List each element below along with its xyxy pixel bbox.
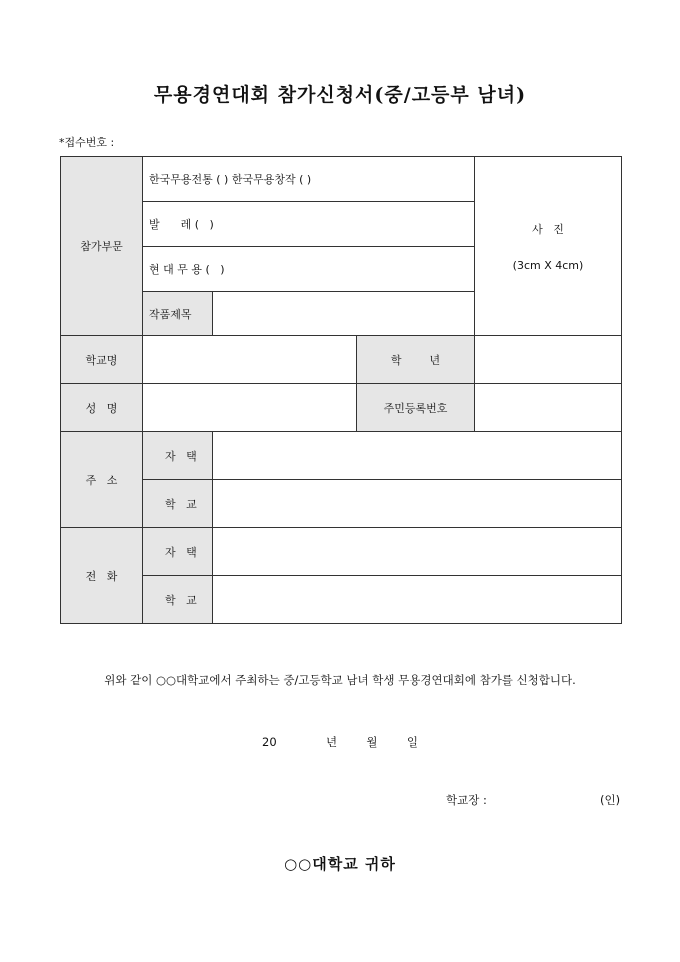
date-line	[0, 734, 680, 750]
work-title-label: 작품제목	[143, 292, 213, 336]
date-year: 년	[326, 735, 338, 749]
category-option-ballet: 발 레 ( )	[143, 202, 475, 247]
date-month: 월	[366, 735, 378, 749]
phone-label: 전 화	[61, 528, 143, 624]
date-year-prefix: 20	[262, 735, 277, 749]
address-home-label: 자 택	[143, 432, 213, 480]
phone-school-label: 학 교	[143, 576, 213, 624]
address-school-label: 학 교	[143, 480, 213, 528]
principal-label: 학교장 :	[446, 793, 487, 807]
grade-label: 학 년	[357, 336, 475, 384]
photo-label: 사 진	[532, 222, 564, 236]
declaration-text: 위와 같이 ○○대학교에서 주최하는 중/고등학교 남녀 학생 무용경연대회에 참가를 신청합니다.	[104, 673, 576, 687]
resident-id-label: 주민등록번호	[357, 384, 475, 432]
address-home-field[interactable]	[213, 432, 622, 480]
category-option-korean-dance: 한국무용전통 ( ) 한국무용창작 ( )	[143, 157, 475, 202]
form-title: 무용경연대회 참가신청서(중/고등부 남녀)	[153, 84, 527, 106]
phone-school-field[interactable]	[213, 576, 622, 624]
school-name-field[interactable]	[143, 336, 357, 384]
photo-size: (3cm X 4cm)	[512, 258, 584, 272]
category-option-modern-dance: 현 대 무 용 ( )	[143, 247, 475, 292]
name-field[interactable]	[143, 384, 357, 432]
phone-home-field[interactable]	[213, 528, 622, 576]
phone-home-label: 자 택	[143, 528, 213, 576]
address-school-field[interactable]	[213, 480, 622, 528]
photo-box	[475, 157, 622, 336]
work-title-field[interactable]	[213, 292, 475, 336]
category-label: 참가부문	[61, 157, 143, 336]
resident-id-field[interactable]	[475, 384, 622, 432]
receipt-number-label: *접수번호 :	[59, 136, 115, 149]
name-label: 성 명	[61, 384, 143, 432]
grade-field[interactable]	[475, 336, 622, 384]
recipient-line: ○○대학교 귀하	[284, 855, 396, 873]
application-form-table	[60, 156, 622, 624]
address-label: 주 소	[61, 432, 143, 528]
date-day: 일	[406, 735, 418, 749]
school-name-label: 학교명	[61, 336, 143, 384]
seal-label: (인)	[600, 793, 621, 807]
